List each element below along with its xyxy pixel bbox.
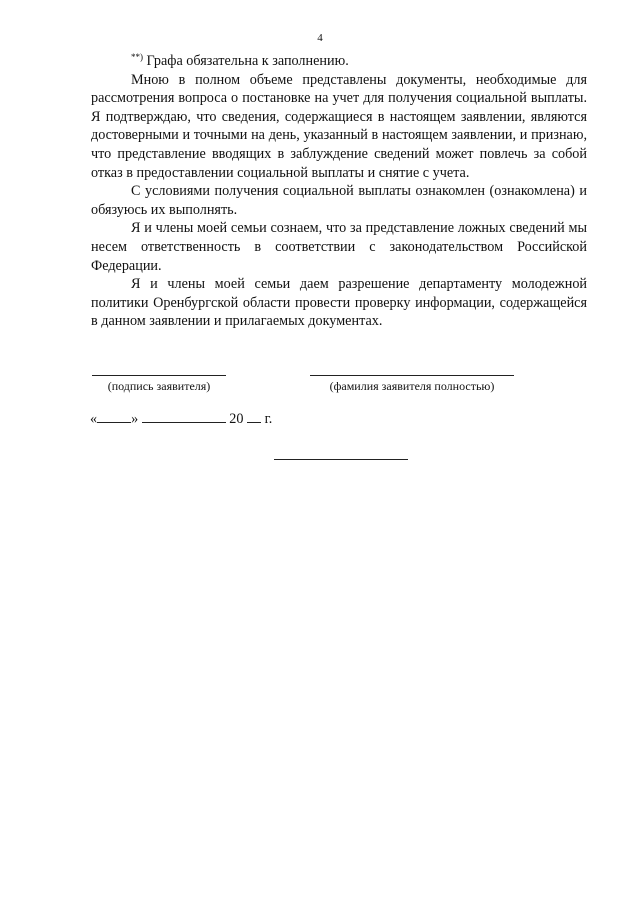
paragraph-conditions-acknowledged: С условиями получения социальной выплаты ознакомлен (ознакомлена) и обязуюсь их выполнять. (91, 183, 587, 218)
date-day-blank (97, 410, 131, 423)
applicant-signature-caption: (подпись заявителя) (107, 379, 211, 393)
applicant-signature-line (92, 375, 226, 376)
date-year-prefix: 20 (229, 411, 244, 427)
paragraph-permission: Я и члены моей семьи даем разрешение департаменту молодежной политики Оренбургской области провести проверку информации, содержащейся в данном заявлении и прилагаемых документах. (91, 276, 587, 330)
footnote (91, 52, 587, 71)
date-year-suffix: г. (264, 411, 273, 427)
footnote-marker: **) (131, 52, 143, 62)
document-body (91, 52, 587, 331)
paragraph-liability: Я и члены моей семьи сознаем, что за представление ложных сведений мы несем ответственность в соответствии с законодательством Российской Федерации. (91, 220, 587, 274)
date-open-quote: « (90, 411, 98, 427)
applicant-name-line (310, 375, 514, 376)
footnote-text: Графа обязательна к заполнению. (143, 53, 349, 69)
applicant-name-caption: (фамилия заявителя полностью) (329, 379, 495, 393)
paragraph-documents-submitted: Мною в полном объеме представлены документы, необходимые для рассмотрения вопроса о постановке на учет для получения социальной выплаты. Я подтверждаю, что сведения, содержащиеся в настоящем заявлении, являются достоверными и точными на день, указанный в настоящем заявлении, и признаю, что представление вводящих в заблуждение сведений может повлечь за собой отказ в предоставлении социальной выплаты и снятие с учета. (91, 71, 587, 181)
date-month-blank (142, 410, 226, 423)
date-close-quote: » (131, 411, 139, 427)
page-number: 4 (317, 32, 323, 44)
date-field (90, 410, 272, 428)
date-year-blank (247, 410, 261, 423)
end-of-document-rule (274, 459, 408, 460)
